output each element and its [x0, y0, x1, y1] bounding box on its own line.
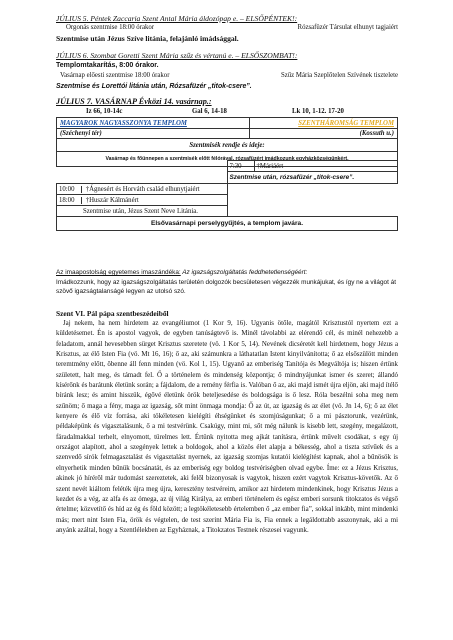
- schedule-lower: [56, 160, 398, 231]
- rt-after-mass: Szentmise után, rózsafüzér „titok-csere”.: [227, 172, 398, 184]
- mass-row-1: [57, 184, 398, 195]
- july5-after-mass: [56, 34, 398, 43]
- july6-after-mass: Szentmise és Lorettói litánia után, Rózsafüzér „titok-csere”.: [56, 83, 252, 90]
- church-left-name: MAGYAROK NAGYASSZONYA TEMPLOM: [60, 119, 187, 127]
- july6-mass-intention: Szűz Mária Szeplőtelen Szívének tisztelete: [280, 72, 398, 79]
- july6-cleaning: Templomtakarítás, 8:00 órakor.: [56, 62, 159, 69]
- location-row: [57, 129, 398, 139]
- sermon-body: [56, 319, 398, 619]
- location-left: (Széchenyi tér): [57, 129, 250, 139]
- after-mass-left-row: [57, 206, 398, 217]
- sermon-title: Szent VI. Pál pápa szentbeszédeiből: [56, 309, 169, 318]
- after-mass-left: Szentmise után, Jézus Szent Neve Litánia.: [57, 206, 228, 217]
- reading-second: Gal 6, 14-18: [192, 108, 227, 115]
- july7-title: JÚLIUS 7. VASÁRNAP Évközi 14. vasárnap.:: [56, 97, 212, 106]
- july5-mass-row: [56, 24, 398, 33]
- rt-mass-row: [57, 161, 398, 172]
- prayer-label: Az imaapostolság egyetemes imaszándéka:: [56, 269, 181, 276]
- prayer-text: Imádkozzunk, hogy az igazságszolgáltatás területén dolgozók becsületesen végezzék munkájukat, és így ne a világot át szövő igazságtalanságé legyen az utolsó szó.: [56, 278, 396, 296]
- reading-first: Iz 66, 10-14c: [86, 108, 123, 115]
- july5-title: JÚLIUS 5. Péntek Zaccaria Szent Antal Mária áldozópap e. – ELSŐPÉNTEK!:: [56, 14, 298, 23]
- july5-after-mass-text: Szentmise után Jézus Szíve litánia, felajánló imádsággal.: [56, 34, 239, 43]
- mass-row-2: [57, 195, 398, 206]
- collection-row: [57, 217, 398, 231]
- july6-mass-row: [56, 72, 398, 81]
- july6-title: JÚLIUS 6. Szombat Goretti Szent Mária szűz és vértanú e. – ELSŐSZOMBAT!:: [56, 51, 298, 60]
- church-header-row: [57, 118, 398, 129]
- mass-row-1-cell: [57, 184, 228, 195]
- mass-time-1: 10:00: [59, 186, 82, 193]
- mass-intention-2: †Huszár Kálmánért: [85, 196, 139, 204]
- order-header-row: [57, 139, 398, 152]
- mass-intention-1: †Ágnesért és Horváth család elhunytjaiért: [85, 185, 200, 193]
- july5-mass-time: Orgonás szentmise 18:00 órakor: [66, 24, 155, 31]
- reading-gospel: Lk 10, 1-12. 17-20: [292, 108, 344, 115]
- prayer-label-rest: Az igazságszolgáltatás feddhetetlenségéért:: [180, 269, 308, 276]
- collection-note: Elsővasárnapi perselygyűjtés, a templom javára.: [57, 217, 398, 231]
- july6-mass-time: Vasárnap előesti szentmise 18:00 órakor: [60, 72, 170, 79]
- rt-after-row: [57, 172, 398, 184]
- church-right-name: SZENTHÁROMSÁG TEMPLOM: [298, 119, 394, 127]
- order-header: Szentmisék rendje és ideje:: [57, 139, 398, 152]
- sermon-text: Jaj nekem, ha nem hirdetem az evangéliumot (1 Kor 9, 16). Ugyanis ötőle, magától Krisztustól nyertem ezt a küldetésemet. Én is apostol vagyok, de egyben tanúságtevő is. Minél távolabbi az elérendő cél, és minél nehezebb a feladatom, annál hevesebben sürget Krisztus szeretete (vö. 1 Kor 5, 14). Nevének dicséretét kell hirdetnem, hogy Jézus a Krisztus, az élő Isten Fia (vö. Mt 16, 16); ő az, aki számunkra a láthatatlan Istent kinyilvánította; ő az elsőszülött minden teremtmény előtt, ôbenne áll fenn minden (vö. Kol 1, 15). Ugyanő az emberiség Tanítója és Megváltója is; hiszen értünk született, halt meg, és támadt fel. Ő a történelem és mindenség központja; ő mindnyájunkat ismer és szeret; állandó kísérőnk és barátunk életünk során; a fájdalom, de a remény férfia is. Valóban ő az, aki majd ismét újra eljön, aki majd ítélő bíránk lesz; és amint hisszük, égővé életünk örök beteljesedése és boldogsága is ő lesz. Róla beszélni soha meg nem szűnöm; ő maga a fény, maga az igazság, sőt mint önmaga mondja: Ő az út, az igazság és az élet (vö. Jn 14, 6); ő az élet kenyere és élő víz forrása, aki tökéletesen kielégíti éhségünket és szomjúságunkat; ő a mi pásztorunk, vezérünk, példaképünk és vigasztalásunk, ő a mi testvérünk. Csakúgy, mint mi, sőt még nálunk is kisebb lett, szegény, megalázott, fáradalmakkal terhelt, elnyomott, türelmes lett. Értünk nyitotta meg ajkát tanításra, értünk művelt csodákat, s egy új országot alapított, ahol a szegények lettek a boldogok, ahol a közös élet alapja a békesség, ahol a tiszta szívűek és a szenvedő sírók felmagasztalást és vigasztalást nyernek, az igazság szomjas kutatói kielégítést kapnak, ahol a bűnösök is elnyerhetik minden bűnük bocsánatát, és az emberiség egy boldog testvériségben olvad egybe. Íme: ez a Jézus Krisztus, akinek jó hírérôl már tudomást szereztetek, aki felől bizonyosak is vagytok, hiszen ezért vagytok Krisztus-követők. Az ő szent nevét kiáltom feléték újra meg újra, keresztény testvéreim, amikor azt hirdetem mindenkinek, hogy Krisztus Jézus a kezdet és a vég, az alfa és az ómega, az új világ Királya, az emberi történelem és egész emberi sorsunk titokzatos és végső értelme; közvetítő és híd az ég és föld között; a legtökéletesebb értelemben ő „az ember fia”, sokkal inkább, mint mindenki más; mert nint Isten Fia, örök és végtelen, de test szerint Mária Fia is, Fia ennek a legáldottabb asszonynak, aki a mi anyánk azáltal, hogy a Szentlélekben az Egyháznak, a Titokzatos Testnek részesei vagyunk.: [56, 320, 398, 534]
- prayer-intention: [56, 268, 398, 297]
- church-left: [57, 118, 250, 129]
- july5-mass-intention: Rózsafüzér Társulat elhunyt tagjaiért: [297, 24, 398, 31]
- mass-time-2: 18:00: [59, 197, 82, 204]
- rosary-note: Vasárnap és főünnepen a szentmisék előtt félórával, rózsafüzért imádkozunk egyházközségünkért.: [57, 152, 398, 167]
- location-right: (Kossuth u.): [249, 129, 397, 139]
- july7-readings: [56, 108, 398, 117]
- mass-row-2-cell: [57, 195, 228, 206]
- rt-mass-intention: †Máriáért: [254, 161, 398, 172]
- rt-mass-time: 7:30: [227, 161, 254, 172]
- church-right: [249, 118, 397, 129]
